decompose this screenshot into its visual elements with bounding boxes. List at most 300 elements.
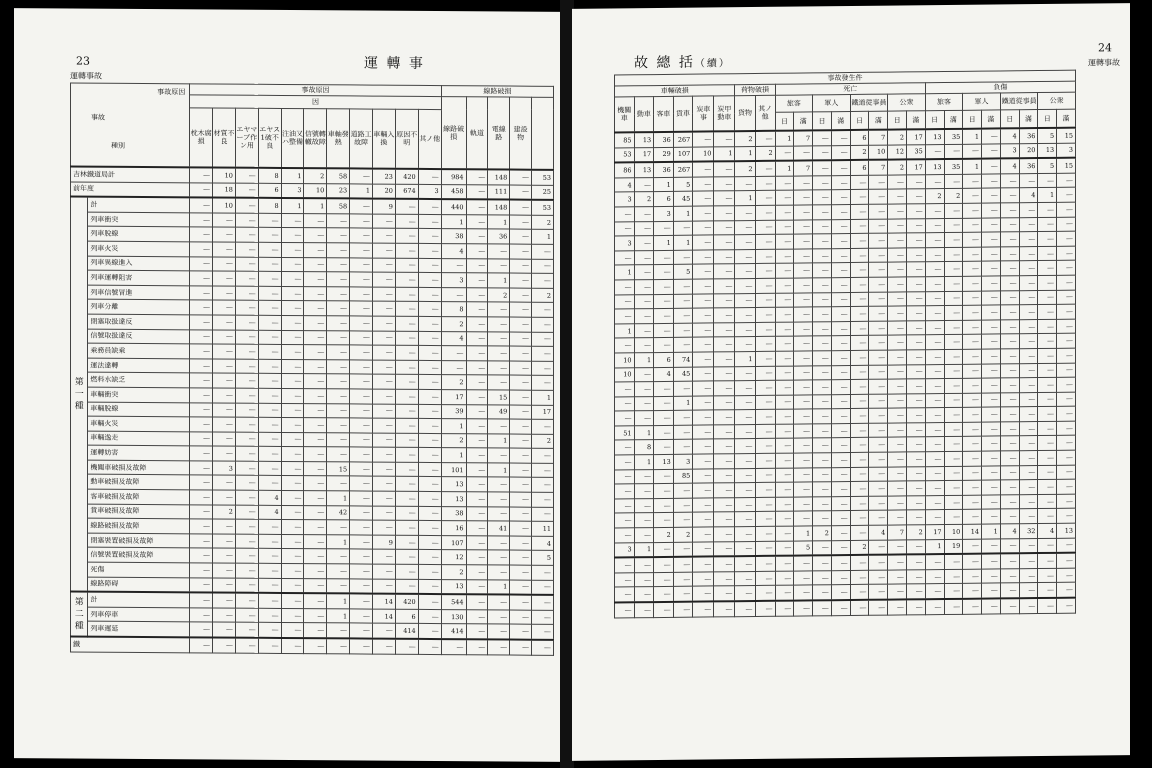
table-cell: —	[944, 393, 963, 408]
table-cell: —	[906, 584, 925, 599]
table-cell: —	[213, 519, 236, 534]
table-cell: —	[235, 271, 258, 286]
table-cell: —	[190, 637, 213, 652]
table-cell: 4	[1000, 524, 1019, 539]
table-cell: —	[888, 467, 907, 482]
table-cell: —	[693, 352, 714, 367]
table-cell: —	[1057, 319, 1076, 334]
table-cell: —	[395, 345, 418, 360]
table-cell: —	[373, 462, 396, 477]
table-cell: 13	[1038, 143, 1057, 158]
table-cell: —	[615, 221, 635, 236]
table-cell: 36	[488, 229, 510, 244]
table-cell: —	[373, 550, 396, 565]
table-cell: 35	[944, 159, 963, 174]
line-col-header: 電線路	[488, 97, 510, 170]
table-cell: —	[532, 332, 554, 347]
table-cell: —	[813, 145, 832, 160]
table-cell: —	[634, 323, 654, 338]
row-label: 燃料水缺乏	[88, 372, 190, 387]
table-cell: 414	[441, 624, 466, 639]
table-cell: —	[510, 170, 532, 185]
table-cell: —	[1000, 569, 1019, 584]
table-cell: —	[982, 539, 1001, 554]
table-cell: —	[235, 608, 258, 623]
table-cell: 4	[441, 244, 466, 259]
table-cell: —	[888, 481, 907, 496]
table-cell: —	[510, 302, 532, 317]
table-cell: —	[1038, 538, 1057, 553]
table-cell: —	[982, 276, 1001, 291]
table-cell: —	[755, 264, 775, 279]
table-cell: —	[944, 510, 963, 525]
table-cell: —	[673, 308, 693, 323]
nationality-col-header: 滿	[1057, 109, 1076, 127]
table-cell: —	[1057, 494, 1076, 509]
table-cell: 13	[441, 477, 466, 492]
table-cell: —	[963, 291, 982, 306]
table-cell: 2	[888, 129, 907, 144]
table-cell: —	[466, 536, 488, 551]
table-cell: —	[831, 600, 850, 615]
table-cell: —	[693, 410, 714, 425]
table-cell: —	[906, 306, 925, 321]
table-cell: —	[1000, 598, 1019, 613]
table-cell: 2	[735, 131, 755, 146]
nationality-col-header: 日	[888, 111, 907, 129]
table-cell: 1	[327, 491, 350, 506]
table-cell: —	[510, 346, 532, 361]
cause-col-header: 其ノ他	[418, 109, 441, 169]
table-cell: —	[281, 432, 304, 447]
table-cell: —	[775, 380, 794, 395]
table-cell: 2	[441, 375, 466, 390]
table-cell: —	[963, 364, 982, 379]
table-cell: —	[532, 580, 554, 595]
table-cell: —	[869, 467, 888, 482]
table-cell: —	[906, 393, 925, 408]
table-cell: —	[1000, 246, 1019, 261]
table-cell: —	[850, 263, 869, 278]
table-cell: —	[925, 320, 944, 335]
table-cell: 8	[634, 440, 654, 455]
table-cell: —	[794, 219, 813, 234]
table-cell: —	[775, 556, 794, 571]
table-cell: —	[794, 482, 813, 497]
table-cell: —	[673, 587, 693, 602]
table-cell: —	[213, 593, 236, 608]
table-cell: —	[1038, 450, 1057, 465]
table-cell: —	[755, 307, 775, 322]
table-cell: —	[794, 571, 813, 586]
table-cell: —	[327, 272, 350, 287]
table-cell: —	[1000, 480, 1019, 495]
table-cell: —	[1038, 465, 1057, 480]
table-cell: —	[281, 623, 304, 638]
table-cell: —	[654, 542, 674, 557]
table-cell: —	[532, 463, 554, 478]
table-cell: —	[869, 277, 888, 292]
table-cell: —	[373, 404, 396, 419]
table-cell: —	[944, 232, 963, 247]
table-cell: —	[327, 257, 350, 272]
table-cell: —	[775, 586, 794, 601]
table-cell: —	[831, 540, 850, 555]
table-cell: —	[673, 513, 693, 528]
table-cell: —	[634, 513, 654, 528]
table-cell: —	[395, 272, 418, 287]
table-cell: 53	[532, 170, 554, 185]
table-cell: —	[1000, 290, 1019, 305]
table-cell: —	[888, 394, 907, 409]
table-cell: —	[418, 433, 441, 448]
table-cell: —	[350, 316, 373, 331]
table-cell: 5	[1038, 158, 1057, 173]
table-cell: —	[1019, 173, 1038, 188]
table-cell: —	[906, 320, 925, 335]
table-cell: 2	[532, 288, 554, 303]
table-cell: —	[869, 423, 888, 438]
table-cell: —	[304, 549, 327, 564]
table-cell: —	[418, 535, 441, 550]
table-cell: —	[258, 461, 281, 476]
table-cell: —	[673, 381, 693, 396]
table-cell: —	[813, 555, 832, 570]
table-cell: —	[963, 495, 982, 510]
table-cell: —	[1000, 583, 1019, 598]
table-cell: —	[831, 160, 850, 175]
table-cell: —	[1057, 436, 1076, 451]
table-cell: —	[982, 583, 1001, 598]
table-cell: —	[190, 519, 213, 534]
table-cell: —	[963, 189, 982, 204]
table-cell: —	[693, 250, 714, 265]
table-cell: —	[869, 585, 888, 600]
table-cell: —	[982, 159, 1001, 174]
table-cell: 3	[615, 236, 635, 251]
table-cell: —	[906, 379, 925, 394]
table-cell: 14	[963, 524, 982, 539]
table-cell: 13	[634, 132, 654, 147]
table-cell: —	[775, 366, 794, 381]
table-cell: —	[235, 213, 258, 228]
table-cell: —	[350, 520, 373, 535]
table-cell: —	[654, 221, 674, 236]
table-cell: —	[1038, 553, 1057, 568]
table-cell: —	[944, 466, 963, 481]
table-cell: —	[906, 364, 925, 379]
table-cell: —	[510, 288, 532, 303]
table-cell: —	[925, 437, 944, 452]
table-cell: 1	[488, 215, 510, 230]
table-cell: 4	[869, 525, 888, 540]
table-cell: —	[304, 257, 327, 272]
table-cell: —	[327, 316, 350, 331]
table-cell: 1	[735, 146, 755, 161]
table-cell: —	[755, 131, 775, 146]
table-cell: —	[235, 286, 258, 301]
table-cell: —	[235, 417, 258, 432]
table-cell: —	[755, 220, 775, 235]
table-cell: —	[1057, 553, 1076, 568]
cause-col-header: 道路工故障	[350, 108, 373, 168]
table-cell: 85	[673, 469, 693, 484]
table-cell: —	[395, 491, 418, 506]
table-cell: 11	[532, 521, 554, 536]
table-cell: —	[304, 608, 327, 623]
table-cell: —	[634, 602, 654, 617]
table-cell: —	[258, 432, 281, 447]
table-cell: —	[634, 236, 654, 251]
table-cell: 1	[654, 177, 674, 192]
table-cell: —	[714, 498, 735, 513]
table-cell: —	[982, 128, 1001, 143]
table-cell: 58	[327, 198, 350, 213]
table-cell: —	[1038, 568, 1057, 583]
page-number-left: 23	[76, 54, 90, 68]
table-cell: —	[693, 425, 714, 440]
table-cell: —	[395, 360, 418, 375]
table-cell: —	[1057, 260, 1076, 275]
table-cell: —	[869, 175, 888, 190]
table-cell: —	[1057, 479, 1076, 494]
table-cell: 15	[488, 390, 510, 405]
table-cell: —	[1019, 319, 1038, 334]
line-group-header: 線路破損	[441, 86, 553, 98]
table-cell: —	[1057, 392, 1076, 407]
table-cell: —	[693, 512, 714, 527]
table-cell: —	[281, 534, 304, 549]
table-cell: —	[693, 162, 714, 177]
table-cell: 5	[673, 265, 693, 280]
table-cell: —	[304, 301, 327, 316]
table-cell: —	[213, 286, 236, 301]
table-cell: —	[1019, 553, 1038, 568]
table-cell: 4	[654, 367, 674, 382]
table-cell: —	[963, 305, 982, 320]
table-cell: —	[794, 190, 813, 205]
table-cell: —	[693, 586, 714, 601]
cause-col-header: 枕木腐損	[190, 107, 213, 167]
table-cell: —	[373, 331, 396, 346]
table-cell: —	[418, 258, 441, 273]
table-cell: —	[831, 467, 850, 482]
table-cell: —	[888, 218, 907, 233]
table-cell: 12	[441, 550, 466, 565]
table-cell: —	[258, 447, 281, 462]
table-cell: —	[869, 335, 888, 350]
nationality-col-header: 滿	[869, 111, 888, 129]
table-cell: —	[190, 548, 213, 563]
table-cell: —	[982, 320, 1001, 335]
table-cell: 20	[373, 184, 396, 199]
table-cell: —	[982, 393, 1001, 408]
table-cell: —	[304, 491, 327, 506]
table-cell: —	[418, 477, 441, 492]
table-cell: —	[925, 174, 944, 189]
table-cell: —	[304, 374, 327, 389]
table-cell: —	[304, 638, 327, 653]
table-cell: —	[888, 175, 907, 190]
table-cell: 4	[1019, 188, 1038, 203]
table-cell: 2	[813, 526, 832, 541]
table-cell: —	[1019, 305, 1038, 320]
line-col-header: 線路破損	[441, 97, 466, 170]
row-label: 列車衝突	[88, 212, 190, 227]
table-cell: —	[831, 511, 850, 526]
table-cell: 7	[794, 161, 813, 176]
table-cell: 2	[850, 145, 869, 160]
table-cell: —	[831, 219, 850, 234]
table-cell: —	[654, 396, 674, 411]
table-cell: 1	[281, 198, 304, 213]
table-cell: 2	[850, 540, 869, 555]
table-cell: 39	[441, 404, 466, 419]
table-cell: —	[373, 345, 396, 360]
table-cell: —	[925, 510, 944, 525]
table-cell: —	[755, 468, 775, 483]
table-cell: —	[735, 264, 755, 279]
section-label-left: 運轉事故	[70, 71, 102, 81]
table-cell: —	[281, 418, 304, 433]
table-cell: —	[775, 351, 794, 366]
table-cell: —	[714, 483, 735, 498]
table-cell: —	[925, 393, 944, 408]
table-cell: 1	[488, 273, 510, 288]
table-cell: —	[373, 579, 396, 594]
table-cell: —	[373, 228, 396, 243]
table-cell: —	[869, 306, 888, 321]
table-cell: —	[775, 322, 794, 337]
table-cell: —	[634, 221, 654, 236]
table-cell: 674	[395, 184, 418, 199]
table-cell: —	[327, 243, 350, 258]
cause-col-header: 車輛入換	[373, 109, 396, 169]
table-cell: —	[906, 262, 925, 277]
nationality-col-header: 日	[850, 112, 869, 130]
table-cell: —	[775, 220, 794, 235]
table-cell: —	[213, 344, 236, 359]
table-cell: —	[418, 609, 441, 624]
table-cell: —	[327, 287, 350, 302]
table-cell: —	[673, 557, 693, 572]
table-cell: —	[281, 345, 304, 360]
table-cell: —	[1057, 304, 1076, 319]
table-cell: —	[466, 565, 488, 580]
table-cell: —	[488, 419, 510, 434]
vehicle-col-header: 貨車	[673, 96, 693, 132]
table-cell: —	[755, 601, 775, 616]
table-cell: —	[888, 510, 907, 525]
table-cell: —	[304, 286, 327, 301]
table-cell: —	[813, 321, 832, 336]
table-cell: —	[1038, 173, 1057, 188]
table-cell: 420	[395, 594, 418, 609]
table-cell: —	[1038, 583, 1057, 598]
table-cell: —	[213, 563, 236, 578]
table-cell: —	[281, 286, 304, 301]
table-cell: —	[735, 176, 755, 191]
table-cell: —	[235, 623, 258, 638]
table-cell: —	[281, 520, 304, 535]
table-cell: —	[906, 496, 925, 511]
table-cell: —	[813, 307, 832, 322]
table-cell: —	[466, 594, 488, 609]
table-cell: —	[634, 294, 654, 309]
table-cell: 17	[634, 147, 654, 162]
table-cell: —	[1000, 174, 1019, 189]
table-cell: —	[693, 469, 714, 484]
table-cell: —	[755, 497, 775, 512]
table-cell: —	[1019, 583, 1038, 598]
table-cell: —	[693, 323, 714, 338]
table-cell: —	[654, 338, 674, 353]
table-cell: —	[190, 198, 213, 213]
table-cell: —	[190, 182, 213, 197]
table-cell: —	[850, 350, 869, 365]
table-cell: —	[466, 244, 488, 259]
table-cell: —	[373, 287, 396, 302]
table-cell: —	[510, 273, 532, 288]
row-label: 線路障碍	[88, 577, 190, 593]
table-cell: —	[510, 507, 532, 522]
table-cell: —	[654, 469, 674, 484]
table-cell: —	[532, 361, 554, 376]
table-cell: —	[615, 484, 635, 499]
table-cell: —	[693, 220, 714, 235]
table-cell: —	[350, 549, 373, 564]
table-cell: —	[714, 293, 735, 308]
table-cell: —	[673, 337, 693, 352]
table-cell: —	[850, 379, 869, 394]
row-label: 列車停車	[88, 607, 190, 622]
table-cell: —	[213, 637, 236, 652]
table-cell: —	[466, 375, 488, 390]
table-cell: —	[190, 608, 213, 623]
table-cell: —	[714, 235, 735, 250]
table-cell: 36	[1019, 128, 1038, 143]
table-cell: —	[634, 207, 654, 222]
table-cell: —	[693, 396, 714, 411]
table-cell: —	[373, 433, 396, 448]
table-cell: —	[418, 375, 441, 390]
table-cell: —	[634, 528, 654, 543]
table-cell: —	[850, 219, 869, 234]
table-cell: —	[813, 292, 832, 307]
table-cell: —	[395, 550, 418, 565]
table-cell: —	[654, 498, 674, 513]
table-cell: 3	[441, 273, 466, 288]
table-cell: —	[755, 439, 775, 454]
table-cell: —	[982, 598, 1001, 613]
table-cell: —	[304, 345, 327, 360]
table-cell: —	[1019, 232, 1038, 247]
table-cell: —	[634, 557, 654, 572]
table-cell: —	[1019, 598, 1038, 613]
table-cell: 1	[304, 198, 327, 213]
table-cell: 4	[1000, 158, 1019, 173]
death-header: 死亡	[775, 83, 925, 96]
table-cell: —	[850, 438, 869, 453]
table-cell: —	[418, 346, 441, 361]
table-cell: —	[373, 623, 396, 638]
table-cell: —	[258, 417, 281, 432]
cause-col-header: 信號轉轍故障	[304, 108, 327, 168]
table-cell: —	[213, 300, 236, 315]
table-cell: —	[813, 467, 832, 482]
table-cell: 2	[673, 527, 693, 542]
table-cell: 3	[673, 454, 693, 469]
